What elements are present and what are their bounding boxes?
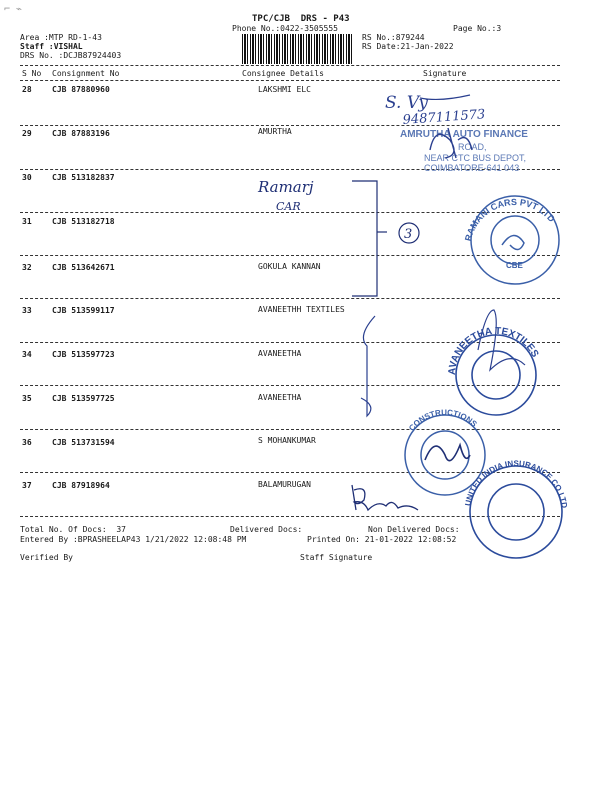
staff-label: Staff :VISHAL: [20, 42, 83, 51]
avaneetha-signature: [361, 310, 525, 416]
row-sno: 34: [22, 350, 32, 359]
row-divider: [20, 342, 560, 343]
stamp-ring-text: UNITED INDIA INSURANCE CO LTD: [463, 458, 569, 509]
row-sno: 31: [22, 217, 32, 226]
row-consignee: GOKULA KANNAN: [258, 262, 321, 271]
row-divider: [20, 429, 560, 430]
row-consignee: BALAMURUGAN: [258, 480, 311, 489]
row-divider: [20, 472, 560, 473]
stamp-line: ROAD,: [458, 142, 487, 152]
stamp-ring-text: AVANEETHA TEXTILES: [446, 325, 541, 376]
stamp-ring-text: RAMANI CARS PVT LTD: [462, 196, 557, 243]
mohankumar-stamp: [405, 408, 485, 495]
handwriting-rows-30-32: [257, 178, 419, 296]
amrutha-stamp: [400, 129, 528, 173]
row-divider: [20, 298, 560, 299]
row-consignee: S MOHANKUMAR: [258, 436, 316, 445]
page-number: Page No.:3: [453, 24, 502, 33]
stamp-line: NEAR CTC BUS DEPOT,: [424, 153, 527, 163]
scan-mark: ⌐ ⌁: [4, 4, 23, 15]
printed-on: Printed On: 21-01-2022 12:08:52: [307, 535, 457, 544]
signature-row-37: [352, 485, 418, 510]
stamp-line: AMRUTHA AUTO FINANCE: [400, 129, 528, 140]
total-docs: Total No. Of Docs: 37: [20, 525, 126, 534]
handwritten-phone: 9487111573: [402, 107, 486, 128]
row-sno: 33: [22, 306, 32, 315]
row-consignment: CJB 87880960: [52, 85, 110, 94]
svg-text:UNITED INDIA INSURANCE CO LTD: [463, 459, 569, 509]
stamp-line: COIMBATORE-641 043: [424, 163, 520, 173]
stamp-signature: [502, 235, 524, 249]
divider: [20, 65, 560, 66]
signature-row-29: [430, 128, 472, 158]
row-sno: 28: [22, 85, 32, 94]
row-divider: [20, 212, 560, 213]
drs-number: DRS No. :DCJB87924403: [20, 51, 122, 60]
row-sno: 32: [22, 263, 32, 272]
column-header-sno: S No: [22, 69, 42, 78]
row-consignment: CJB 513597725: [52, 394, 115, 403]
column-header-signature: Signature: [423, 69, 467, 78]
row-consignment: CJB 513182837: [52, 173, 115, 182]
row-sno: 29: [22, 129, 32, 138]
circled-number: 3: [404, 227, 413, 242]
row-divider: [20, 516, 560, 517]
row-consignee: AVANEETHH TEXTILES: [258, 305, 345, 314]
svg-text:AVANEETHA TEXTILES: [447, 326, 541, 375]
insurance-stamp: [463, 459, 569, 558]
rs-number: RS No.:879244: [362, 33, 425, 42]
row-consignment: CJB 87883196: [52, 129, 110, 138]
row-sno: 37: [22, 481, 32, 490]
row-sno: 35: [22, 394, 32, 403]
row-consignee: AVANEETHA: [258, 393, 302, 402]
stamp-ring-text: CONSTRUCTIONS: [407, 407, 479, 433]
signature-row-28: [385, 93, 486, 128]
non-delivered-docs: Non Delivered Docs:: [368, 525, 460, 534]
row-divider: [20, 255, 560, 256]
ramani-stamp: [463, 196, 559, 284]
row-sno: 36: [22, 438, 32, 447]
document-title: TPC/CJB DRS - P43: [252, 14, 350, 24]
row-divider: [20, 385, 560, 386]
avaneetha-stamp: [447, 326, 541, 415]
row-divider: [20, 169, 560, 170]
row-consignment: CJB 513731594: [52, 438, 115, 447]
row-divider: [20, 125, 560, 126]
column-header-consignment: Consignment No: [52, 69, 120, 78]
bracket-icon: [352, 181, 377, 296]
row-consignment: CJB 513599117: [52, 306, 115, 315]
staff-signature-label: Staff Signature: [300, 553, 373, 562]
divider: [20, 80, 560, 81]
row-consignee: AMURTHA: [258, 127, 292, 136]
row-consignment: CJB 513182718: [52, 217, 115, 226]
entered-by: Entered By :BPRASHEELAP43 1/21/2022 12:08:48 PM: [20, 535, 247, 544]
barcode: [242, 34, 352, 64]
row-consignee: LAKSHMI ELC: [258, 85, 311, 94]
handwritten-note: CAR: [276, 200, 301, 213]
stamp-signature: [425, 445, 470, 461]
handwritten-name: Ramarj: [258, 178, 314, 196]
stamp-center-text: CBE: [506, 261, 523, 270]
row-consignee: AVANEETHA: [258, 349, 302, 358]
row-consignment: CJB 513597723: [52, 350, 115, 359]
area-label: Area :MTP RD-1-43: [20, 33, 102, 42]
verified-by: Verified By: [20, 553, 73, 562]
phone-number: Phone No.:0422-3505555: [232, 24, 338, 33]
row-sno: 30: [22, 173, 32, 182]
signature-stroke: [420, 95, 470, 99]
svg-text:RAMANI CARS PVT LTD: [463, 197, 557, 242]
rs-date: RS Date:21-Jan-2022: [362, 42, 454, 51]
circle-mark: [399, 223, 419, 243]
row-consignment: CJB 513642671: [52, 263, 115, 272]
delivered-docs: Delivered Docs:: [230, 525, 303, 534]
signature-initials: S. Vy: [385, 93, 429, 113]
row-consignment: CJB 87918964: [52, 481, 110, 490]
column-header-consignee: Consignee Details: [242, 69, 324, 78]
